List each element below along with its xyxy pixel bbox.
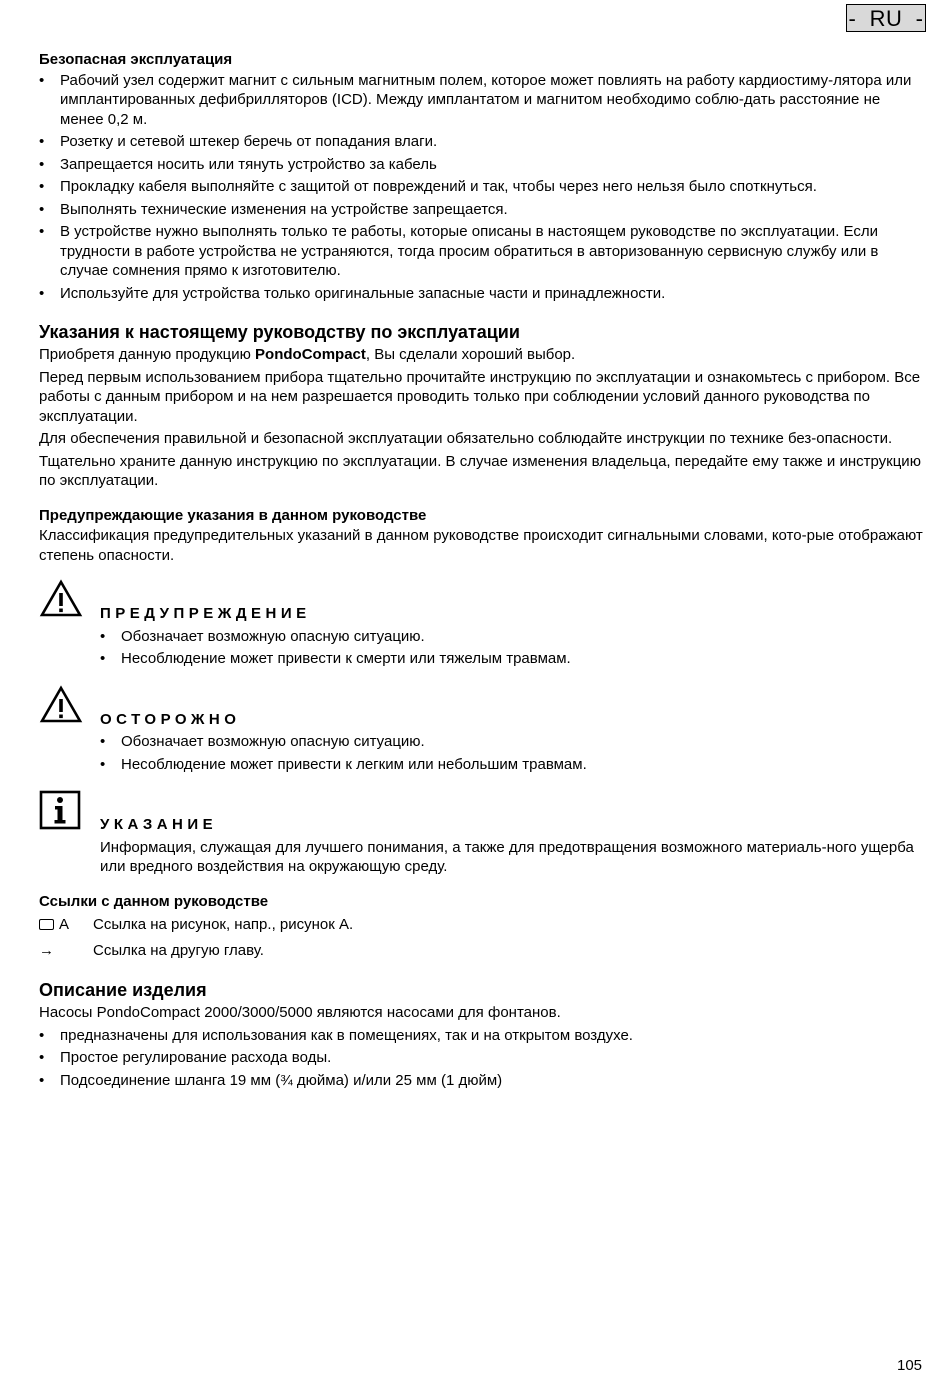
product-intro: Насосы PondoCompact 2000/3000/5000 являются насосами для фонтанов. <box>39 1004 561 1021</box>
page-content <box>39 50 927 1093</box>
note-text: Информация, служащая для лучшего понимания, а также для предотвращения возможного материаль-ного ущерба или вредного воздействия на окружающую среду. <box>100 838 914 875</box>
signal-word-caution: ОСТОРОЖНО <box>100 710 241 728</box>
safe-operation-list <box>39 71 927 304</box>
product-features-list <box>39 1026 927 1091</box>
warning-triangle-icon <box>39 579 83 619</box>
chapter-reference-row <box>39 941 927 967</box>
list-item: • Прокладку кабеля выполняйте с защитой от повреждений и так, чтобы через него нельзя было споткнуться. <box>39 178 817 195</box>
figure-reference-symbol: A <box>39 915 93 935</box>
caution-block <box>39 685 927 775</box>
list-item: • Простое регулирование расхода воды. <box>39 1049 332 1066</box>
product-description-heading: Описание изделия <box>39 980 207 1000</box>
list-item: • Обозначает возможную опасную ситуацию. <box>100 627 425 645</box>
page-number: 105 <box>897 1357 923 1374</box>
warning-block <box>39 579 927 669</box>
figure-reference-text: Ссылка на рисунок, напр., рисунок А. <box>93 916 354 933</box>
chapter-reference-text: Ссылка на другую главу. <box>93 942 264 959</box>
manual-notes-intro: Приобретя данную продукцию PondoCompact, Вы сделали хороший выбор. <box>39 346 576 363</box>
list-item: • Используйте для устройства только оригинальные запасные части и принадлежности. <box>39 284 666 302</box>
brand-name: PondoCompact <box>255 346 366 363</box>
signal-word-warning: ПРЕДУПРЕЖДЕНИЕ <box>100 605 311 622</box>
note-block <box>39 790 927 877</box>
list-item: • предназначены для использования как в помещениях, так и на открытом воздухе. <box>39 1026 633 1044</box>
list-item: • В устройстве нужно выполнять только те работы, которые описаны в настоящем руководстве по эксплуатации. Если трудности в работе устройства не устраняются, тогда просим обратиться в авторизованную сервисную службу или в случае сомнения прямо к изготовителю. <box>39 223 879 279</box>
safe-operation-heading: Безопасная эксплуатация <box>39 51 233 68</box>
warnings-intro: Классификация предупредительных указаний в данном руководстве происходит сигнальными словами, кото-рые отображают степень опасности. <box>39 527 923 564</box>
list-item: • Несоблюдение может привести к легким или небольшим травмам. <box>100 755 587 773</box>
manual-notes-heading: Указания к настоящему руководству по эксплуатации <box>39 322 520 342</box>
list-item: • Выполнять технические изменения на устройстве запрещается. <box>39 200 508 218</box>
figure-frame-icon <box>39 919 54 930</box>
manual-notes-paragraph: Перед первым использованием прибора тщательно прочитайте инструкцию по эксплуатации и ознакомьтесь с прибором. Все работы с данным прибором и на нем разрешается проводить только при соблюдении условий данного руководства по эксплуатации. <box>39 368 921 425</box>
list-item: • Подсоединение шланга 19 мм (¾ дюйма) и/или 25 мм (1 дюйм) <box>39 1071 503 1089</box>
warnings-heading: Предупреждающие указания в данном руководстве <box>39 506 427 524</box>
manual-notes-paragraph: Тщательно храните данную инструкцию по эксплуатации. В случае изменения владельца, передайте ему также и инструкцию по эксплуатации. <box>39 452 921 489</box>
list-item: • Запрещается носить или тянуть устройство за кабель <box>39 155 437 173</box>
list-item: • Несоблюдение может привести к смерти или тяжелым травмам. <box>100 650 571 667</box>
references-heading: Ссылки с данном руководстве <box>39 892 269 910</box>
list-item: • Рабочий узел содержит магнит с сильным магнитным полем, которое может повлиять на работу кардиостиму-лятора или имплантированных дефибрилляторов (ICD). Между имплантатом и магнитом необходимо соблю-дать расстояние не менее 0,2 м. <box>39 71 912 128</box>
list-item: • Розетку и сетевой штекер беречь от попадания влаги. <box>39 133 438 150</box>
manual-notes-paragraph: Для обеспечения правильной и безопасной эксплуатации обязательно соблюдайте инструкции по технике без-опасности. <box>39 430 893 447</box>
language-tag: - RU - <box>846 4 926 32</box>
list-item: • Обозначает возможную опасную ситуацию. <box>100 733 425 750</box>
figure-reference-row <box>39 915 927 941</box>
info-icon <box>39 790 83 830</box>
arrow-right-icon: → <box>39 942 54 959</box>
warning-triangle-icon <box>39 685 83 725</box>
signal-word-note: УКАЗАНИЕ <box>100 816 218 833</box>
